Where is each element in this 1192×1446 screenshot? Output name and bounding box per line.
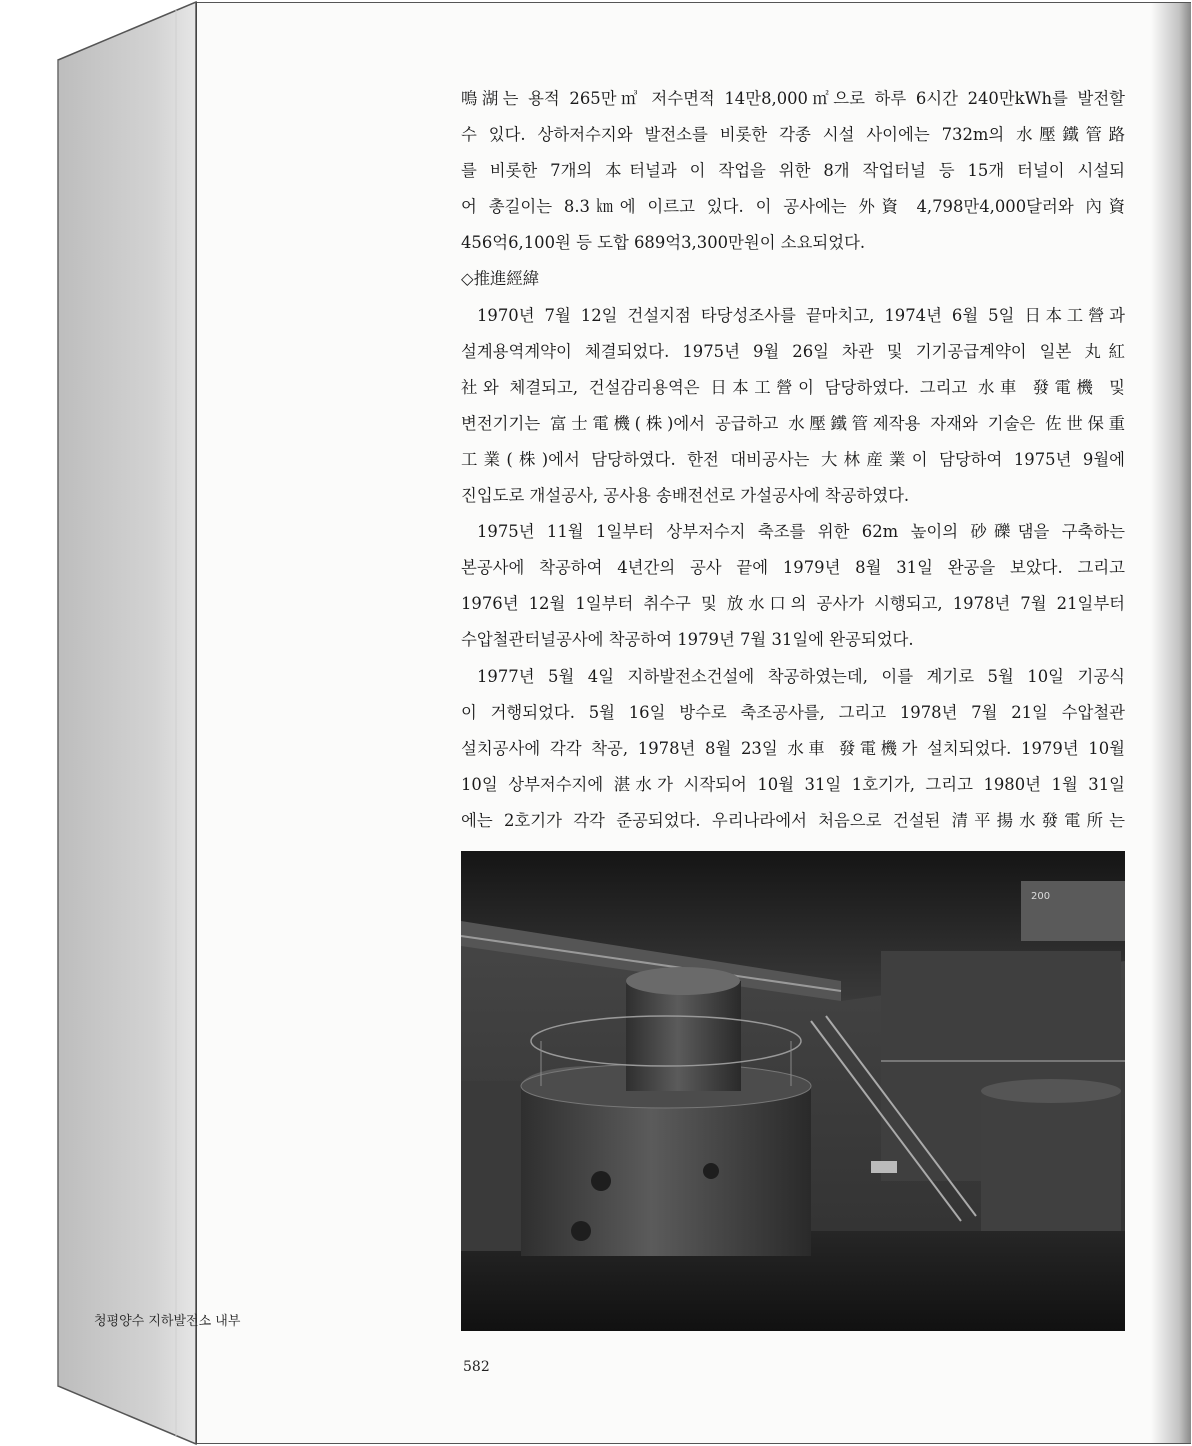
text-line: 1976년 12월 1일부터 취수구 및 放水口의 공사가 시행되고, 1978년 7월 21일부터	[461, 594, 1125, 614]
text-line: 수압철관터널공사에 착공하여 1979년 7월 31일에 완공되었다.	[461, 630, 914, 650]
section-heading: ◇推進經緯	[461, 269, 540, 289]
text-line: 에는 2호기가 각각 준공되었다. 우리나라에서 처음으로 건설된 清平揚水發電所는	[461, 810, 1125, 830]
text-line: 1977년 5월 4일 지하발전소건설에 착공하였는데, 이를 계기로 5월 10일 기공식	[477, 666, 1125, 686]
paragraph-4	[461, 659, 1125, 839]
text-line: 工業(株)에서 담당하였다. 한전 대비공사는 大林産業이 담당하여 1975년 9월에	[461, 449, 1125, 469]
text-line: 본공사에 착공하여 4년간의 공사 끝에 1979년 8월 31일 완공을 보았다. 그리고	[461, 558, 1125, 578]
paragraph-2	[461, 298, 1125, 515]
text-line: 를 비롯한 7개의 本터널과 이 작업을 위한 8개 작업터널 등 15개 터널이 시설되	[461, 161, 1125, 181]
body-text	[461, 81, 1125, 839]
text-line: 1970년 7월 12일 건설지점 타당성조사를 끝마치고, 1974년 6월 5일 日本工營과	[477, 305, 1125, 325]
photo-caption: 청평양수 지하발전소 내부	[94, 1314, 241, 1329]
book-spine-illustration	[0, 0, 200, 1446]
paragraph-1	[461, 81, 1125, 261]
text-line: 설치공사에 각각 착공, 1978년 8월 23일 水車 發電機가 설치되었다. 1979년 10월	[461, 738, 1125, 758]
text-line: 10일 상부저수지에 湛水가 시작되어 10월 31일 1호기가, 그리고 1980년 1월 31일	[461, 774, 1125, 794]
page-number: 582	[463, 1359, 490, 1375]
book-page	[196, 2, 1191, 1444]
text-line: 이 거행되었다. 5월 16일 방수로 축조공사를, 그리고 1978년 7월 21일 수압철관	[461, 702, 1125, 722]
paragraph-3	[461, 514, 1125, 658]
text-line: 鳴湖는 용적 265만㎥ 저수면적 14만8,000㎡으로 하루 6시간 240만kWh를 발전할	[461, 89, 1125, 108]
text-line: 456억6,100원 등 도합 689억3,300만원이 소요되었다.	[461, 233, 866, 253]
text-line: 설계용역계약이 체결되었다. 1975년 9월 26일 차관 및 기기공급계약이 일본 丸紅	[461, 341, 1125, 361]
text-line: 어 총길이는 8.3㎞에 이르고 있다. 이 공사에는 外資 4,798만4,000달러와 內資	[461, 197, 1125, 217]
powerhouse-photo-illustration	[461, 851, 1125, 1331]
powerhouse-photo	[461, 851, 1125, 1331]
text-line: 1975년 11월 1일부터 상부저수지 축조를 위한 62m 높이의 砂礫댐을 구축하는	[477, 522, 1125, 542]
wall-marker-label: 200	[1031, 891, 1051, 902]
text-line: 社와 체결되고, 건설감리용역은 日本工營이 담당하였다. 그리고 水車 發電機 및	[461, 377, 1125, 397]
text-line: 진입도로 개설공사, 공사용 송배전선로 가설공사에 착공하였다.	[461, 486, 910, 506]
text-line: 수 있다. 상하저수지와 발전소를 비롯한 각종 시설 사이에는 732m의 水壓鐵管路	[461, 125, 1125, 145]
text-line: 변전기기는 富士電機(株)에서 공급하고 水壓鐵管제작용 자재와 기술은 佐世保重	[461, 413, 1125, 433]
page-gutter-shadow	[1151, 3, 1191, 1443]
